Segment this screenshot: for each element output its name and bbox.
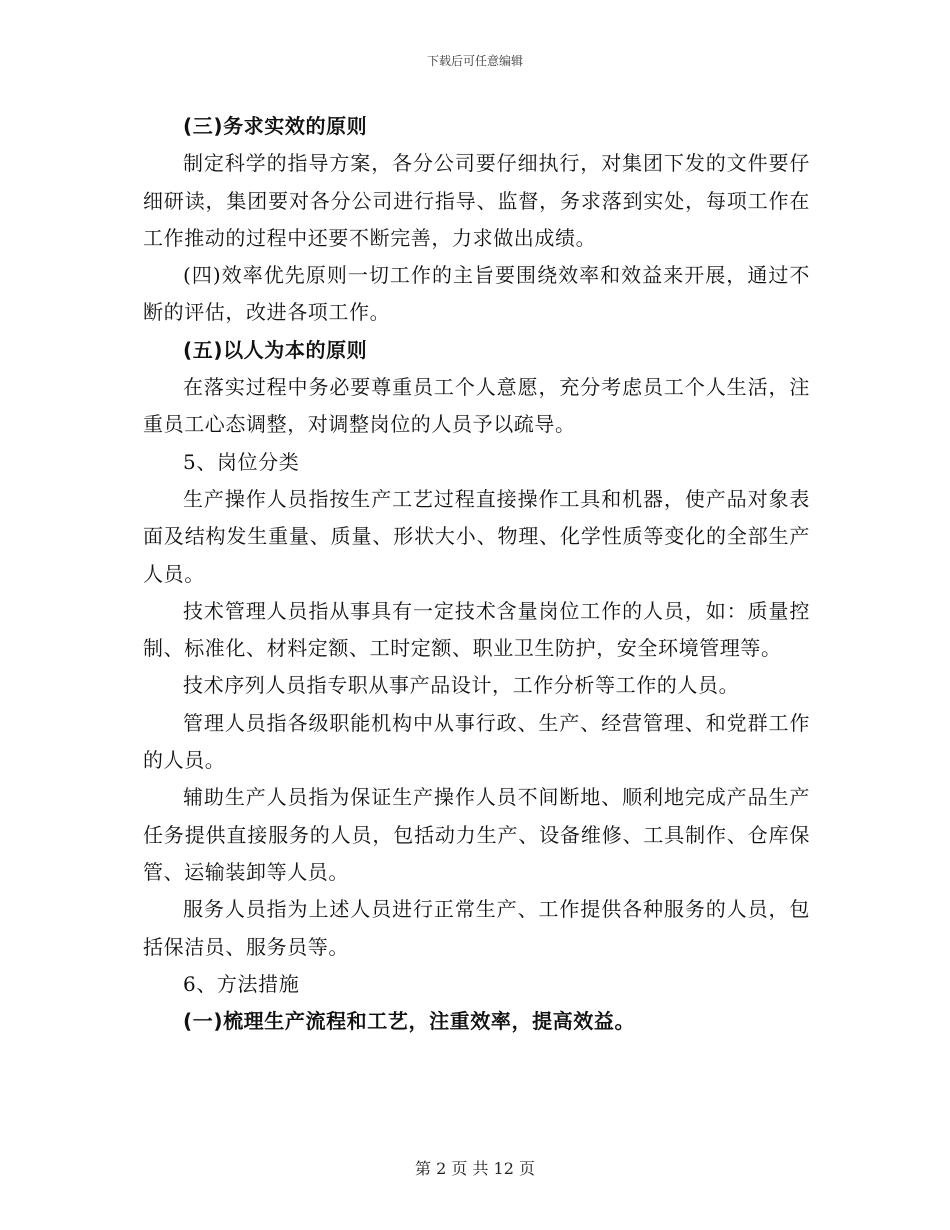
paragraph: 生产操作人员指按生产工艺过程直接操作工具和机器，使产品对象表面及结构发生重量、质量、形状大小、物理、化学性质等变化的全部生产人员。 <box>143 486 810 586</box>
paragraph: 制定科学的指导方案，各分公司要仔细执行，对集团下发的文件要仔细研读，集团要对各分公司进行指导、监督，务求落到实处，每项工作在工作推动的过程中还要不断完善，力求做出成绩。 <box>143 151 810 250</box>
paragraph: 管理人员指各级职能机构中从事行政、生产、经营管理、和党群工作的人员。 <box>143 710 810 773</box>
paragraph: (四)效率优先原则一切工作的主旨要围绕效率和效益来开展，通过不断的评估，改进各项工作。 <box>143 263 810 325</box>
page-footer: 第 2 页 共 12 页 <box>415 1159 535 1178</box>
document-body <box>143 108 810 1040</box>
paragraph: 服务人员指为上述人员进行正常生产、工作提供各种服务的人员，包括保洁员、服务员等。 <box>143 897 810 959</box>
paragraph: 技术管理人员指从事具有一定技术含量岗位工作的人员，如：质量控制、标准化、材料定额、工时定额、职业卫生防护，安全环境管理等。 <box>143 598 810 661</box>
heading-measure-1: (一)梳理生产流程和工艺，注重效率，提高效益。 <box>183 1009 636 1034</box>
section-heading-6: 6、方法措施 <box>183 971 300 996</box>
paragraph: 辅助生产人员指为保证生产操作人员不间断地、顺利地完成产品生产任务提供直接服务的人员，包括动力生产、设备维修、工具制作、仓库保管、运输装卸等人员。 <box>143 785 810 884</box>
page-header: 下载后可任意编辑 <box>426 54 523 68</box>
paragraph: 技术序列人员指专职从事产品设计，工作分析等工作的人员。 <box>183 673 740 698</box>
paragraph: 在落实过程中务必要尊重员工个人意愿，充分考虑员工个人生活，注重员工心态调整，对调整岗位的人员予以疏导。 <box>143 375 810 437</box>
heading-principle-5: (五)以人为本的原则 <box>183 337 368 362</box>
section-heading-5: 5、岗位分类 <box>183 449 300 474</box>
heading-principle-3: (三)务求实效的原则 <box>183 114 368 138</box>
